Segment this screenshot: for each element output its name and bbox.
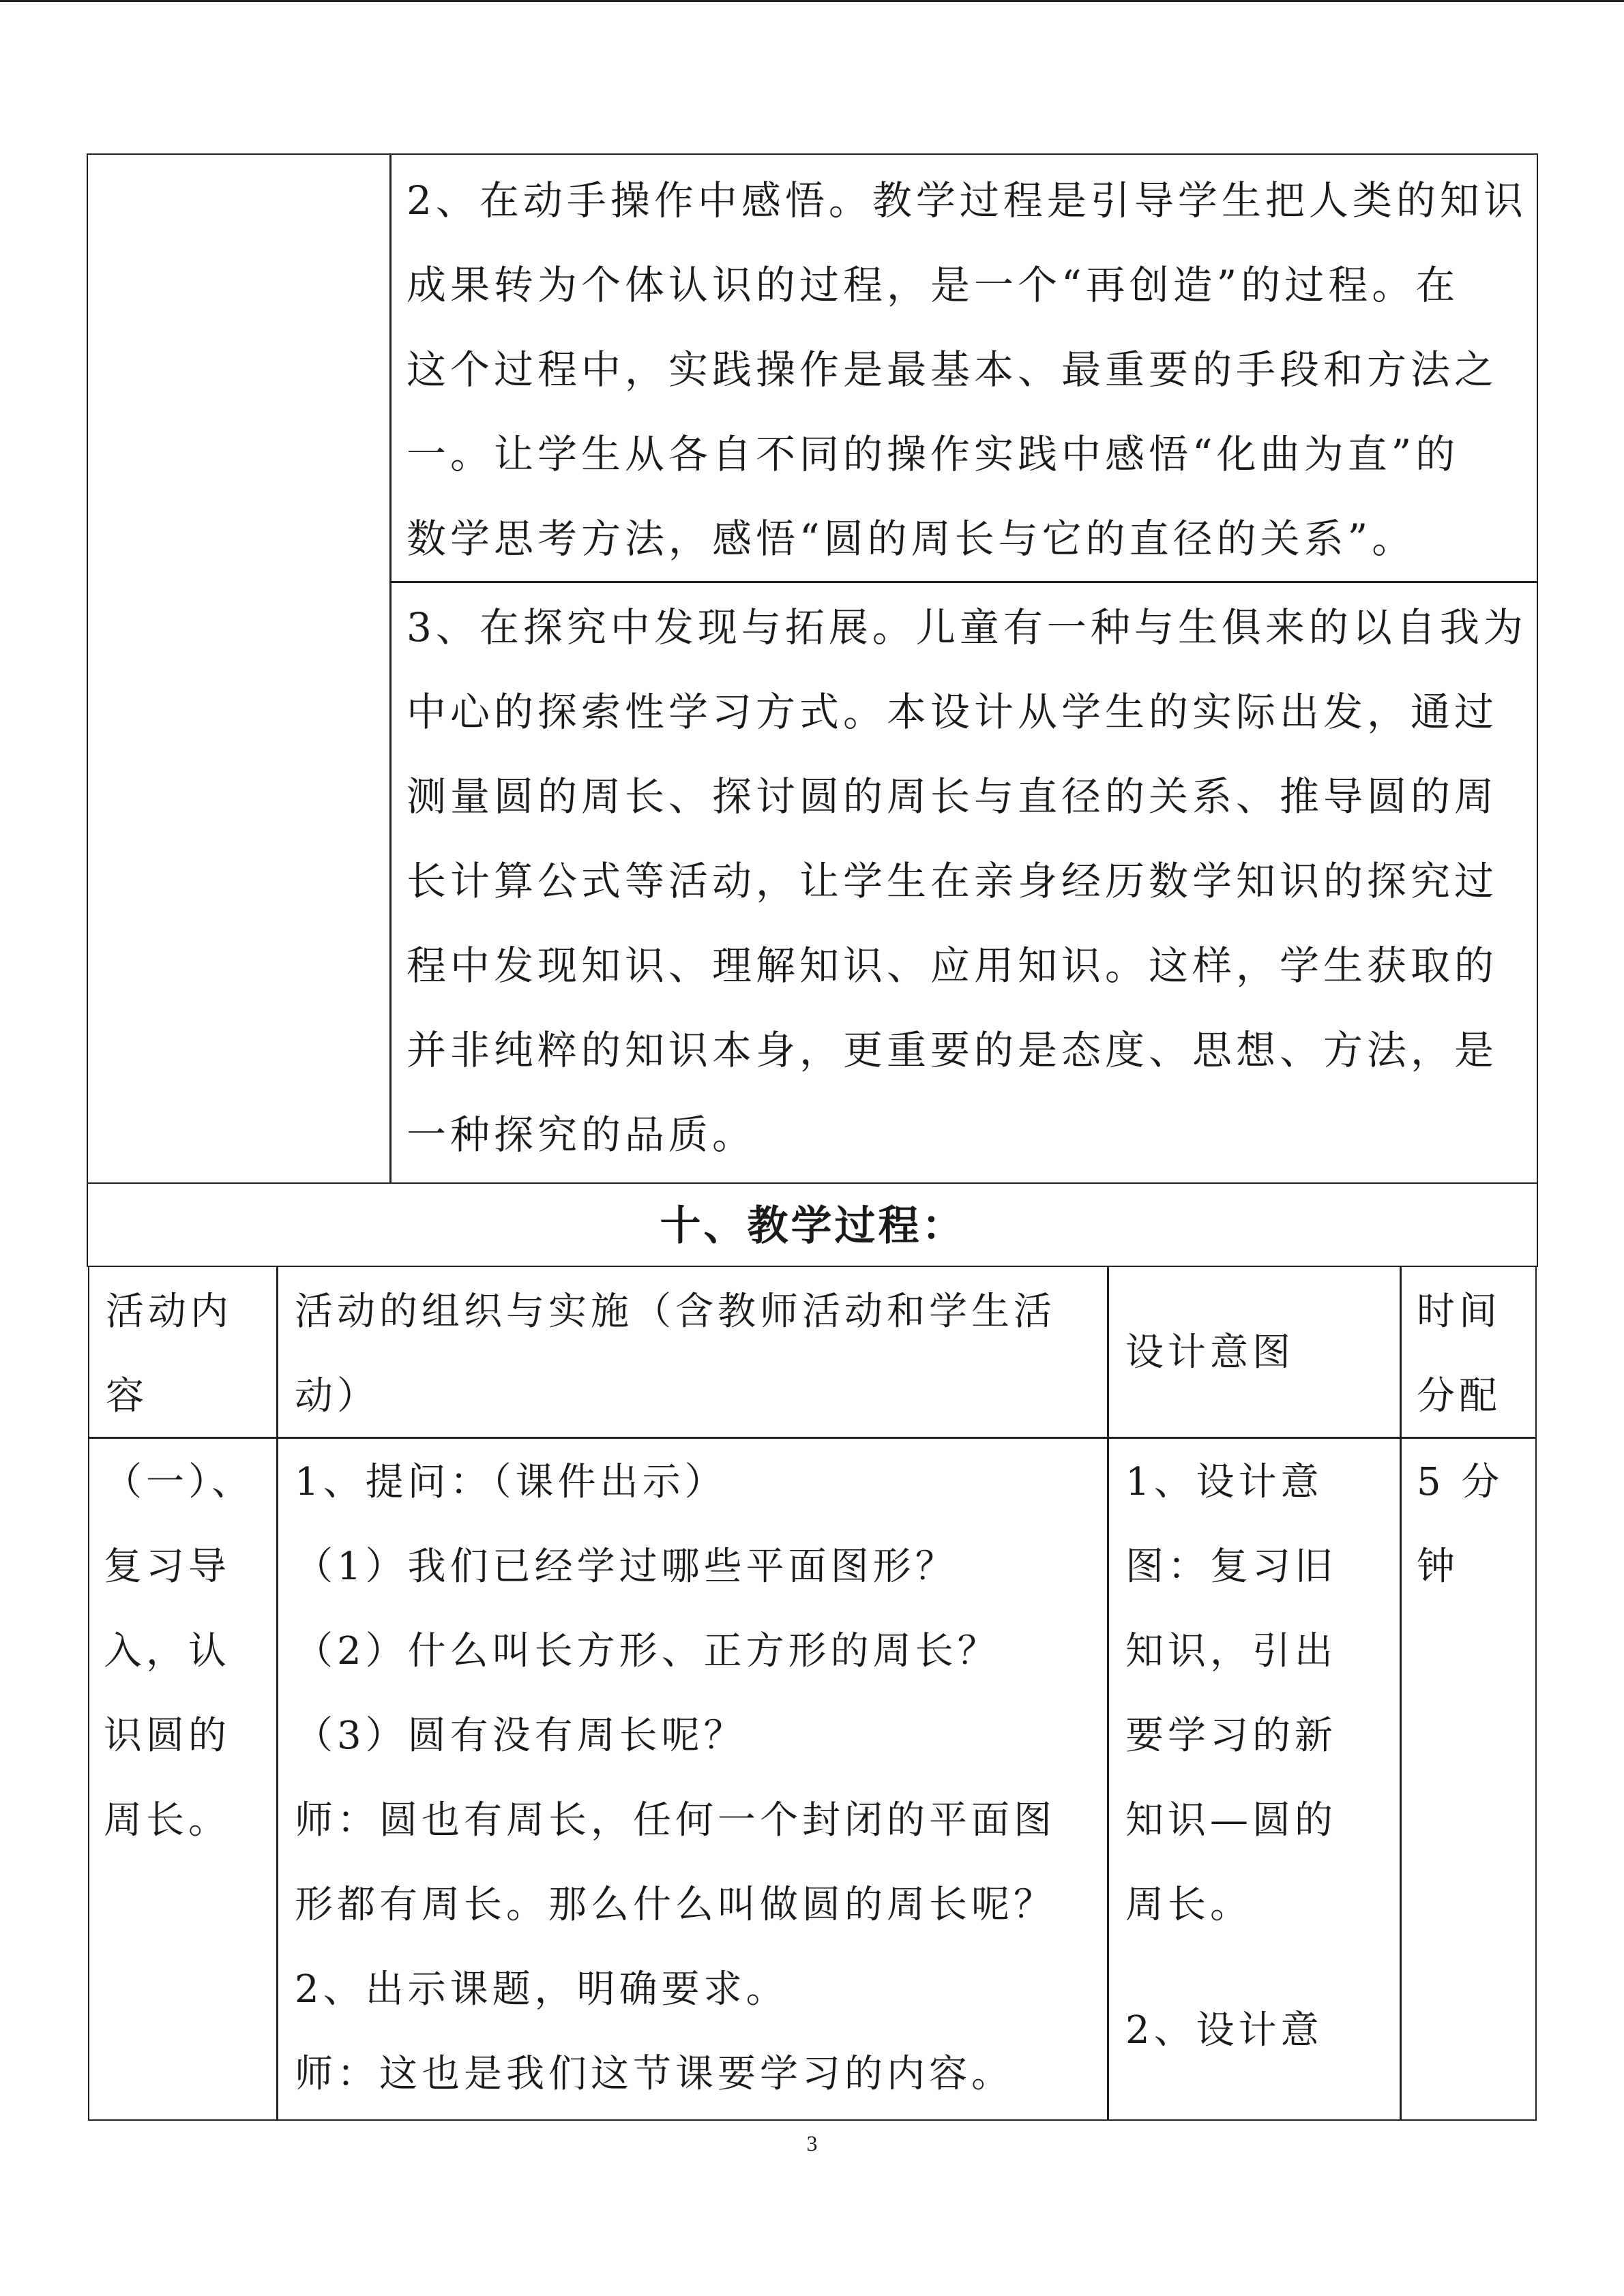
- paragraph-hands-on: [407, 158, 1527, 581]
- text-line: 数学思考方法，感悟“圆的周长与它的直径的关系”。: [407, 516, 1416, 562]
- text-line: 成果转为个体认识的过程，是一个“再创造”的过程。在: [407, 262, 1460, 308]
- header-line: 时间: [1417, 1289, 1501, 1334]
- cell-line: 要学习的新: [1125, 1714, 1337, 1758]
- page-top-border: [0, 0, 1624, 2]
- cell-line: 1、设计意: [1125, 1460, 1323, 1504]
- row1-design-intent-2: [1125, 1988, 1323, 2073]
- text-line: 2、在动手操作中感悟。教学过程是引导学生把人类的知识: [407, 177, 1527, 224]
- row1-time: [1417, 1440, 1503, 1609]
- cell-line: 形都有周长。那么什么叫做圆的周长呢？: [295, 1883, 1056, 1927]
- cell-line: 师：圆也有周长，任何一个封闭的平面图: [295, 1798, 1056, 1843]
- text-line: 一。让学生从各自不同的操作实践中感悟“化曲为直”的: [407, 431, 1460, 477]
- process-table-col-1: [276, 1266, 278, 2121]
- row1-design-intent: [1125, 1440, 1337, 1948]
- header-time: [1417, 1270, 1501, 1439]
- header-line: 活动内: [106, 1289, 233, 1334]
- header-line: 容: [106, 1374, 148, 1418]
- text-line: 一种探究的品质。: [407, 1112, 756, 1158]
- text-line: 程中发现知识、理解知识、应用知识。这样，学生获取的: [407, 942, 1498, 989]
- header-line: 动）: [295, 1374, 379, 1418]
- process-table-col-3: [1400, 1266, 1402, 2121]
- header-design-intent: [1125, 1311, 1295, 1395]
- header-line: 活动的组织与实施（含教师活动和学生活: [295, 1289, 1056, 1334]
- cell-line: 周长。: [104, 1798, 231, 1843]
- cell-line: 入，认: [104, 1629, 231, 1673]
- cell-line: 知识—圆的: [1125, 1798, 1337, 1843]
- row1-content: [104, 1440, 254, 1863]
- header-line: 分配: [1417, 1374, 1501, 1418]
- cell-line: 1、提问：（课件出示）: [295, 1460, 727, 1504]
- cell-line: （一）、: [104, 1460, 254, 1504]
- text-line: 这个过程中，实践操作是最基本、最重要的手段和方法之: [407, 346, 1498, 393]
- header-line: 设计意图: [1125, 1330, 1295, 1375]
- upper-table-row-divider: [389, 581, 1538, 583]
- text-line: 并非纯粹的知识本身，更重要的是态度、思想、方法，是: [407, 1027, 1498, 1073]
- cell-line: 5 分: [1417, 1460, 1504, 1504]
- cell-line: 周长。: [1125, 1883, 1252, 1927]
- text-line: 测量圆的周长、探讨圆的周长与直径的关系、推导圆的周: [407, 773, 1498, 820]
- cell-line: 识圆的: [104, 1714, 231, 1758]
- text-line: 中心的探索性学习方式。本设计从学生的实际出发，通过: [407, 689, 1498, 735]
- row1-activities: [295, 1440, 1056, 2117]
- cell-line: 钟: [1417, 1545, 1459, 1589]
- cell-line: 知识，引出: [1125, 1629, 1337, 1673]
- cell-line: 师：这也是我们这节课要学习的内容。: [295, 2052, 1014, 2096]
- section-heading: 十、教学过程：: [660, 1202, 966, 1250]
- cell-line: 2、设计意: [1125, 2008, 1323, 2053]
- cell-line: （3）圆有没有周长呢？: [295, 1714, 746, 1758]
- cell-line: （1）我们已经学过哪些平面图形？: [295, 1545, 958, 1589]
- header-activity-content: [106, 1270, 233, 1439]
- text-line: 长计算公式等活动，让学生在亲身经历数学知识的探究过: [407, 858, 1498, 904]
- cell-line: 复习导: [104, 1545, 231, 1589]
- header-organization: [295, 1270, 1056, 1439]
- page-number: 3: [806, 2131, 818, 2156]
- cell-line: （2）什么叫长方形、正方形的周长？: [295, 1629, 1000, 1673]
- cell-line: 2、出示课题，明确要求。: [295, 1967, 788, 2012]
- cell-line: 图：复习旧: [1125, 1545, 1337, 1589]
- paragraph-exploration: [407, 585, 1527, 1177]
- process-table-col-2: [1107, 1266, 1109, 2121]
- text-line: 3、在探究中发现与拓展。儿童有一种与生俱来的以自我为: [407, 604, 1527, 651]
- upper-table-column-divider: [389, 153, 392, 1184]
